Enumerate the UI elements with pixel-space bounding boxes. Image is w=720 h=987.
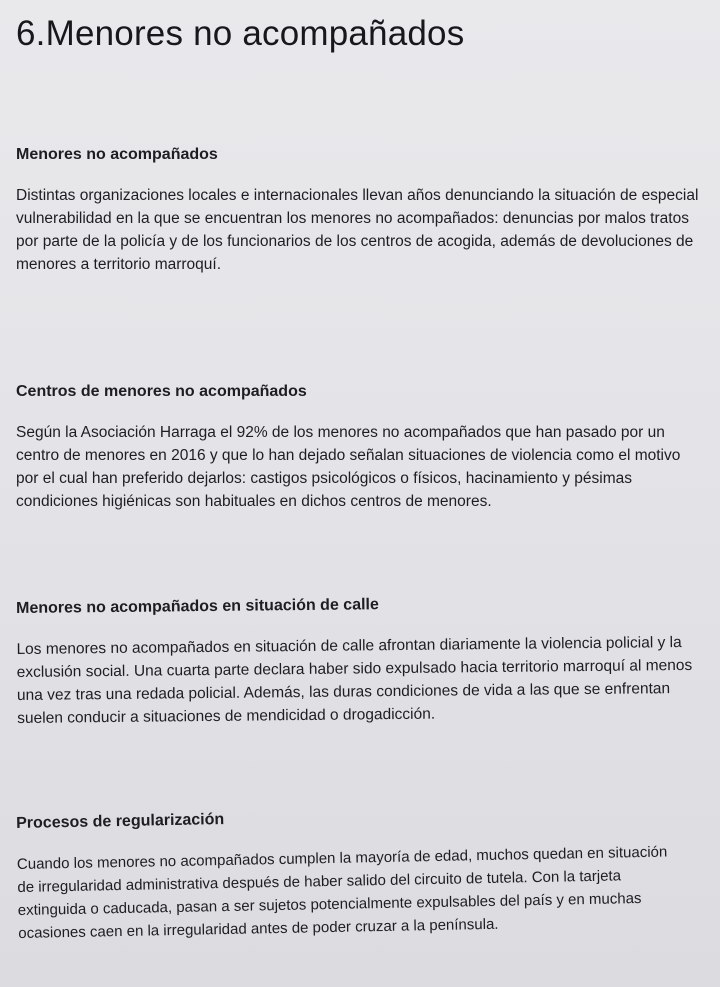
section-body: Los menores no acompañados en situación de calle afrontan diariamente la violencia policial y la exclusión social. Una cuarta parte declara haber sido expulsado hacia territorio marroquí al menos una vez tras una redada policial. Además, las duras condiciones de vida a las que se enfrentan suelen conducir a situaciones de mendicidad o drogadicción.: [16, 634, 693, 727]
section-body: Cuando los menores no acompañados cumplen la mayoría de edad, muchos quedan en situación de irregularidad administrativa después de haber salido del circuito de tutela. Con la tarjeta extinguida o caducada, pasan a ser sujetos potencialmente expulsables del país y en muchas ocasiones caen en la irregularidad antes de poder cruzar a la península.: [16, 843, 668, 942]
section-body: Distintas organizaciones locales e internacionales llevan años denunciando la situación de especial vulnerabilidad en la que se encuentran los menores no acompañados: denuncias por malos tratos por parte de la policía y de los funcionarios de los centros de acogida, además de devoluciones de menores a territorio marroquí.: [16, 187, 699, 273]
section-situacion-de-calle: [16, 593, 701, 730]
section-heading: Menores no acompañados en situación de calle: [16, 596, 379, 617]
section-menores-no-acompanados: [16, 146, 700, 276]
section-heading: Procesos de regularización: [16, 811, 225, 832]
section-body: Según la Asociación Harraga el 92% de los menores no acompañados que han pasado por un centro de menores en 2016 y que lo han dejado señalan situaciones de violencia como el motivo por el cual han preferido dejarlos: castigos psicológicos o físicos, hacinamiento y pésimas condiciones higiénicas son habituales en dichos centros de menores.: [16, 424, 681, 510]
section-heading: Centros de menores no acompañados: [16, 383, 307, 400]
section-heading: Menores no acompañados: [16, 146, 218, 163]
page-title: 6.Menores no acompañados: [16, 14, 465, 53]
section-procesos-de-regularizacion: [16, 802, 678, 945]
section-centros-de-menores: [16, 383, 700, 513]
